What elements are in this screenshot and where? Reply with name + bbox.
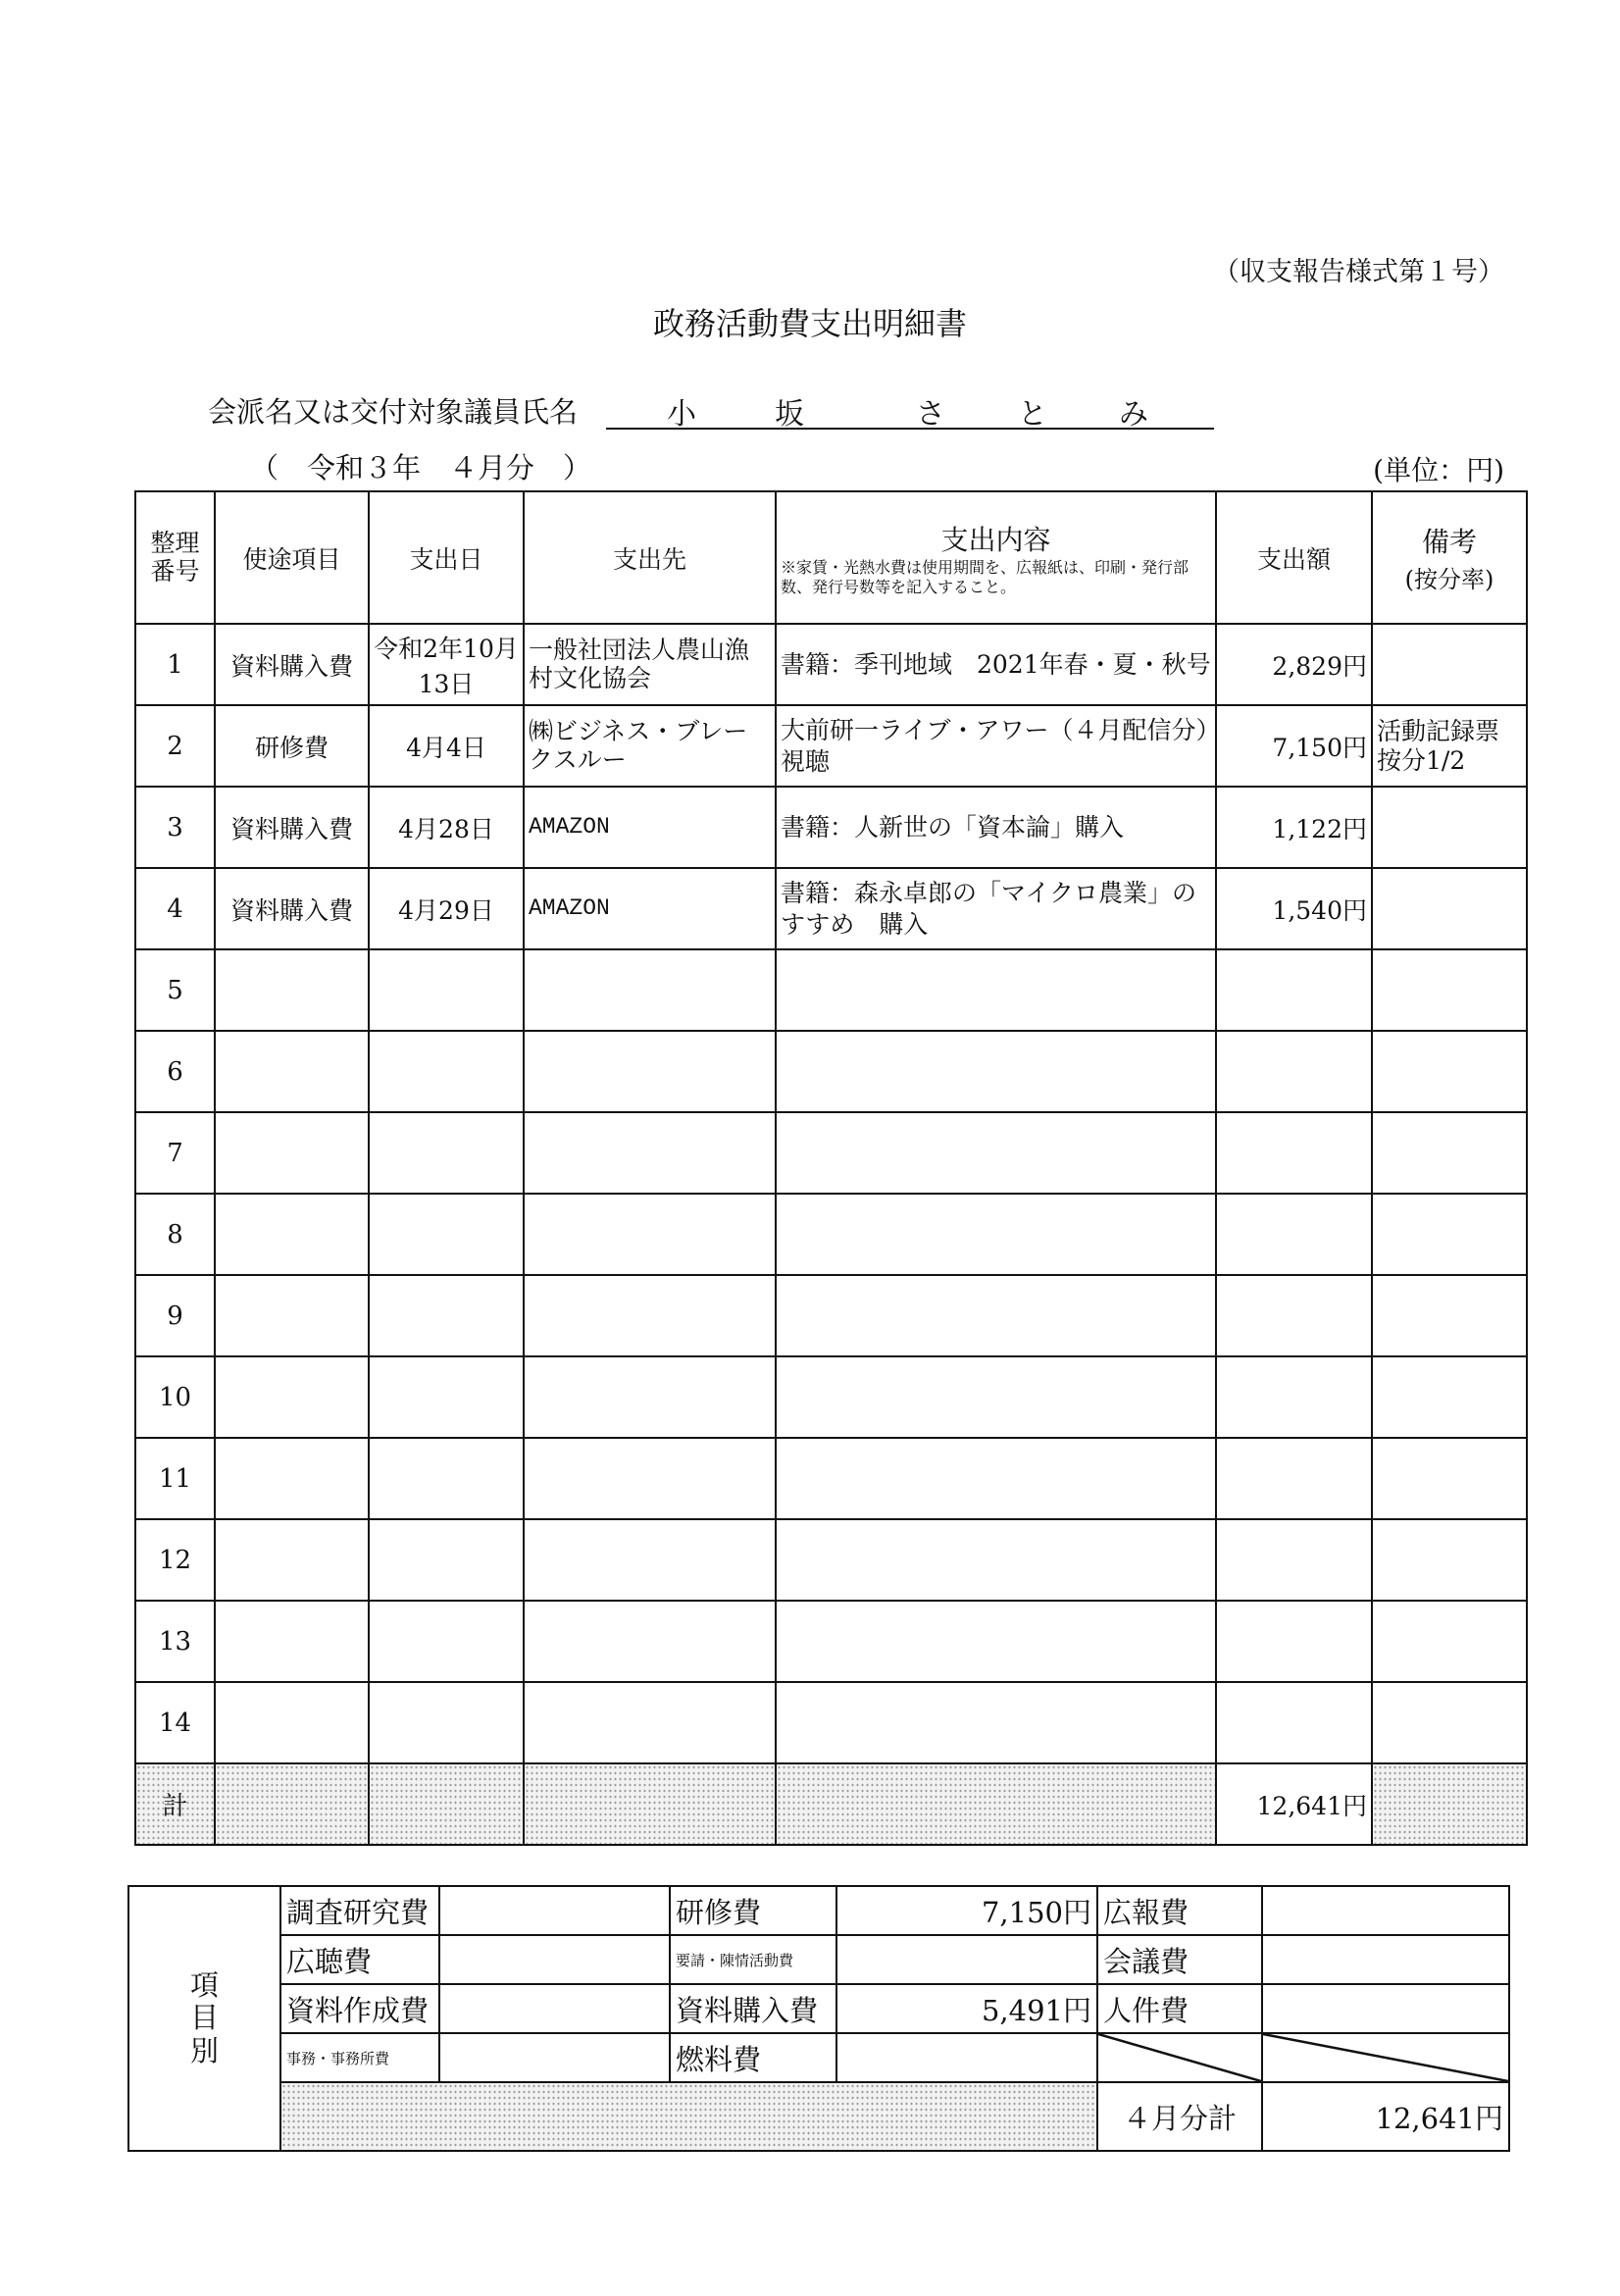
label-document-purchase: 資料購入費 [670,1984,836,2033]
total-label: 計 [135,1763,215,1845]
label-personnel: 人件費 [1097,1984,1262,2033]
row-no: 14 [135,1682,215,1763]
col-content-title: 支出内容 [940,524,1051,557]
table-header-row [135,491,1527,624]
diagonal-cell [1097,2033,1262,2082]
row-no: 9 [135,1275,215,1356]
row-no: 10 [135,1356,215,1438]
row-content: 書籍：森永卓郎の「マイクロ農業」のすすめ 購入 [776,868,1216,949]
table-row [135,787,1527,868]
row-content: 書籍：季刊地域 2021年春・夏・秋号 [776,624,1216,705]
label-research: 調査研究費 [280,1886,439,1935]
total-amount: 12,641円 [1216,1763,1372,1845]
row-no: 8 [135,1194,215,1275]
section-label: 項目別 [128,1886,280,2151]
label-hearing: 広聴費 [280,1935,439,1984]
row-no: 11 [135,1438,215,1519]
table-row [135,1194,1527,1275]
row-date: 4月4日 [369,705,524,787]
col-date: 支出日 [369,491,524,624]
row-purpose: 資料購入費 [215,624,369,705]
row-remark [1372,787,1527,868]
table-row [135,1112,1527,1194]
name-char: 小 [667,397,696,432]
row-amount: 7,150円 [1216,705,1372,787]
label-pr: 広報費 [1097,1886,1262,1935]
col-content-note: ※家賃・光熱水費は使用期間を、広報紙は、印刷・発行部数、発行号数等を記入すること。 [781,558,1190,596]
row-payee: ㈱ビジネス・ブレークスルー [524,705,776,787]
table-row [135,1682,1527,1763]
row-date: 令和2年10月13日 [369,624,524,705]
category-summary-table [127,1885,1510,2152]
period: （ 令和３年 ４月分 ） [250,451,592,485]
name-char: 坂 [775,397,804,432]
name-char: み [1119,397,1148,432]
row-purpose: 研修費 [215,705,369,787]
row-no: 13 [135,1601,215,1682]
col-remark-title: 備考 [1421,526,1477,558]
expense-table [134,490,1528,1846]
name-char: と [1018,397,1047,432]
table-row [135,949,1527,1031]
month-total-label: ４月分計 [1097,2082,1262,2151]
table-row [135,624,1527,705]
col-amount: 支出額 [1216,491,1372,624]
table-row [135,705,1527,787]
form-code: （収支報告様式第１号） [1213,257,1504,287]
label-meeting: 会議費 [1097,1935,1262,1984]
col-purpose: 使途項目 [215,491,369,624]
name-field [606,397,1214,432]
col-payee: 支出先 [524,491,776,624]
label-petition: 要請・陳情活動費 [670,1935,836,1984]
row-no: 12 [135,1519,215,1601]
table-row [135,1356,1527,1438]
unit-label: (単位：円) [1373,454,1504,486]
row-payee: 一般社団法人農山漁村文化協会 [524,624,776,705]
row-no: 2 [135,705,215,787]
col-content [776,491,1216,624]
table-row [135,1438,1527,1519]
value-training: 7,150円 [836,1886,1097,1935]
row-no: 3 [135,787,215,868]
diagonal-cell [1262,2033,1509,2082]
table-row [135,1275,1527,1356]
label-document-creation: 資料作成費 [280,1984,439,2033]
row-date: 4月28日 [369,787,524,868]
value-document-purchase: 5,491円 [836,1984,1097,2033]
row-amount: 2,829円 [1216,624,1372,705]
row-content: 大前研一ライブ・アワー（４月配信分）視聴 [776,705,1216,787]
col-remark [1372,491,1527,624]
row-remark [1372,624,1527,705]
col-no: 整理番号 [135,491,215,624]
row-amount: 1,122円 [1216,787,1372,868]
row-remark: 活動記録票按分1/2 [1372,705,1527,787]
row-no: 1 [135,624,215,705]
row-remark [1372,868,1527,949]
row-no: 4 [135,868,215,949]
table-row [135,1031,1527,1112]
row-payee: AMAZON [524,787,776,868]
month-total-value: 12,641円 [1262,2082,1509,2151]
label-training: 研修費 [670,1886,836,1935]
name-char: さ [916,397,945,432]
label-fuel: 燃料費 [670,2033,836,2082]
table-row [135,1601,1527,1682]
row-no: 6 [135,1031,215,1112]
name-label: 会派名又は交付対象議員氏名 [208,395,579,429]
row-purpose: 資料購入費 [215,868,369,949]
total-row [135,1763,1527,1845]
row-no: 5 [135,949,215,1031]
col-remark-sub: (按分率) [1404,566,1494,593]
row-amount: 1,540円 [1216,868,1372,949]
row-payee: AMAZON [524,868,776,949]
table-row [135,1519,1527,1601]
row-date: 4月29日 [369,868,524,949]
table-row [135,868,1527,949]
page-title: 政務活動費支出明細書 [652,305,967,342]
row-content: 書籍：人新世の「資本論」購入 [776,787,1216,868]
row-purpose: 資料購入費 [215,787,369,868]
row-no: 7 [135,1112,215,1194]
label-office: 事務・事務所費 [280,2033,439,2082]
